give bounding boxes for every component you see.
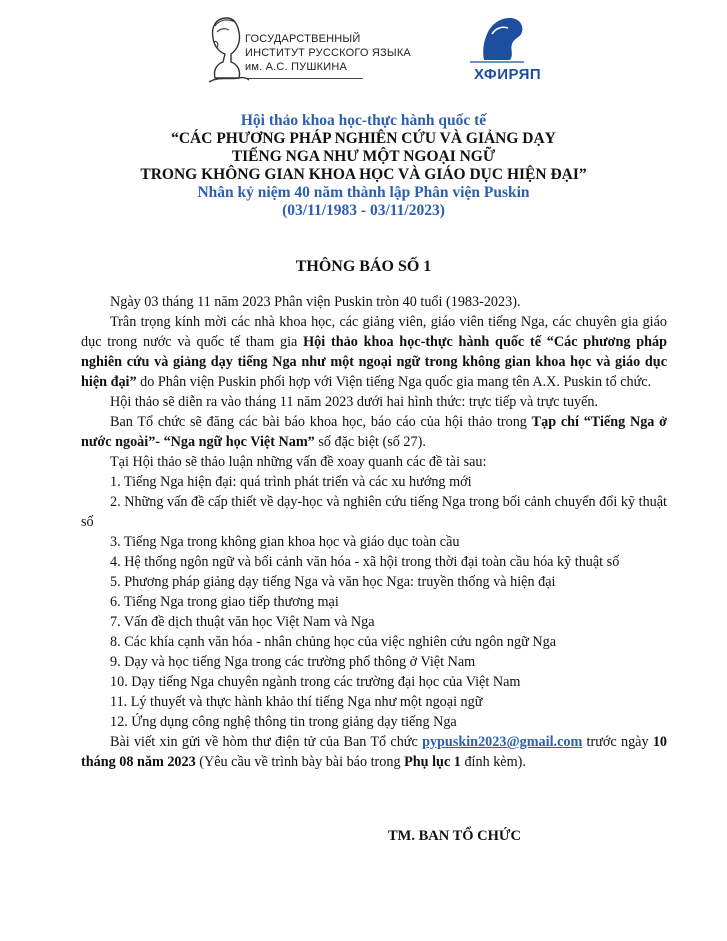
- invitation-text-b: do Phân viện Puskin phối hợp với Viện tiếng Nga quốc gia mang tên A.X. Puskin tổ chức.: [136, 374, 652, 390]
- conference-title-line-3: TRONG KHÔNG GIAN KHOA HỌC VÀ GIÁO DỤC HIỆN ĐẠI”: [140, 166, 587, 183]
- paragraph-invitation: [81, 312, 667, 392]
- signature-block: TM. BAN TỔ CHỨC: [388, 828, 521, 844]
- topic-item: 7. Vấn đề dịch thuật văn học Việt Nam và Nga: [110, 614, 375, 630]
- khfiryap-logo: [462, 14, 542, 84]
- conference-title-block: [60, 112, 667, 220]
- submission-text-d: đính kèm).: [460, 754, 526, 770]
- journal-text-b: số đặc biệt (số 27).: [314, 434, 426, 450]
- deadline-date: 10 tháng 08 năm 2023: [81, 734, 668, 770]
- submission-text-b: trước ngày: [582, 734, 653, 750]
- conference-type: Hội thảo khoa học-thực hành quốc tế: [240, 112, 487, 129]
- journal-text-a: Ban Tổ chức sẽ đăng các bài báo khoa học, báo cáo của hội thảo trong: [110, 414, 532, 430]
- topic-item: 10. Dạy tiếng Nga chuyên ngành trong các trường đại học của Việt Nam: [110, 674, 521, 690]
- topic-item: 12. Ứng dụng công nghệ thông tin trong giảng dạy tiếng Nga: [110, 714, 457, 730]
- paragraph-format: Hội thảo sẽ diễn ra vào tháng 11 năm 2023 dưới hai hình thức: trực tiếp và trực tuyến.: [110, 394, 599, 410]
- paragraph-submission: [81, 732, 667, 772]
- anniversary-dates: (03/11/1983 - 03/11/2023): [282, 202, 445, 219]
- submission-text-a: Bài viết xin gửi về hòm thư điện tử của Ban Tổ chức: [110, 734, 423, 750]
- topic-item: 1. Tiếng Nga hiện đại: quá trình phát triển và các xu hướng mới: [110, 474, 472, 490]
- institute-line-1: ГОСУДАРСТВЕННЫЙ: [245, 33, 361, 45]
- anniversary-line: Nhân kỷ niệm 40 năm thành lập Phân viện Puskin: [197, 184, 530, 201]
- institute-name: [245, 32, 411, 74]
- institute-line-3: им. А.С. ПУШКИНА: [245, 61, 348, 73]
- appendix-ref: Phụ lục 1: [404, 754, 461, 770]
- topic-item: 3. Tiếng Nga trong không gian khoa học và giáo dục toàn cầu: [110, 534, 460, 550]
- topic-item: 11. Lý thuyết và thực hành khảo thí tiếng Nga như một ngoại ngữ: [110, 694, 483, 710]
- topic-item: 9. Dạy và học tiếng Nga trong các trường phổ thông ở Việt Nam: [110, 654, 476, 670]
- paragraph-journal: [81, 412, 667, 452]
- institute-line-2: ИНСТИТУТ РУССКОГО ЯЗЫКА: [245, 47, 411, 59]
- email-link[interactable]: pypuskin2023@gmail.com: [422, 734, 583, 750]
- profile-portrait-icon: [462, 14, 532, 66]
- topic-item: 5. Phương pháp giảng dạy tiếng Nga và văn học Nga: truyền thống và hiện đại: [110, 574, 556, 590]
- topic-item: 4. Hệ thống ngôn ngữ và bối cảnh văn hóa - xã hội trong thời đại toàn cầu hóa kỹ thuật số: [110, 554, 620, 570]
- paragraph-anniversary: Ngày 03 tháng 11 năm 2023 Phân viện Puskin tròn 40 tuổi (1983-2023).: [110, 294, 521, 310]
- invitation-conference-name: Hội thảo khoa học-thực hành quốc tế “Các phương pháp nghiên cứu và giảng dạy tiếng Nga như một ngoại ngữ trong không gian khoa học và giáo dục hiện đại”: [81, 334, 667, 390]
- topic-item: 8. Các khía cạnh văn hóa - nhân chủng học của việc nghiên cứu ngôn ngữ Nga: [110, 634, 556, 650]
- submission-text-c: (Yêu cầu về trình bày bài báo trong: [195, 754, 405, 770]
- paragraph-topics-intro: Tại Hội thảo sẽ thảo luận những vấn đề xoay quanh các đề tài sau:: [110, 454, 487, 470]
- notice-title: THÔNG BÁO SỐ 1: [295, 258, 432, 275]
- logo-divider: [245, 78, 363, 79]
- notice-body: [81, 292, 667, 772]
- conference-title-line-2: TIẾNG NGA NHƯ MỘT NGOẠI NGỮ: [231, 148, 496, 165]
- topic-item: 2. Những vấn đề cấp thiết về dạy-học và nghiên cứu tiếng Nga trong bối cảnh chuyển đổi kỹ thuật số: [81, 494, 667, 530]
- invitation-text-a: Trân trọng kính mời các nhà khoa học, các giảng viên, giáo viên tiếng Nga, các chuyên gia giáo dục trong nước và quốc tế tham gia: [81, 314, 667, 350]
- khfiryap-wordmark: ХФИРЯП: [474, 66, 542, 83]
- journal-name: Tạp chí “Tiếng Nga ở nước ngoài”- “Nga ngữ học Việt Nam”: [81, 414, 667, 450]
- conference-title-line-1: “CÁC PHƯƠNG PHÁP NGHIÊN CỨU VÀ GIẢNG DẠY: [171, 130, 556, 147]
- pushkin-institute-logo: [205, 12, 411, 87]
- pushkin-portrait-icon: [205, 12, 249, 84]
- topic-item: 6. Tiếng Nga trong giao tiếp thương mại: [110, 594, 339, 610]
